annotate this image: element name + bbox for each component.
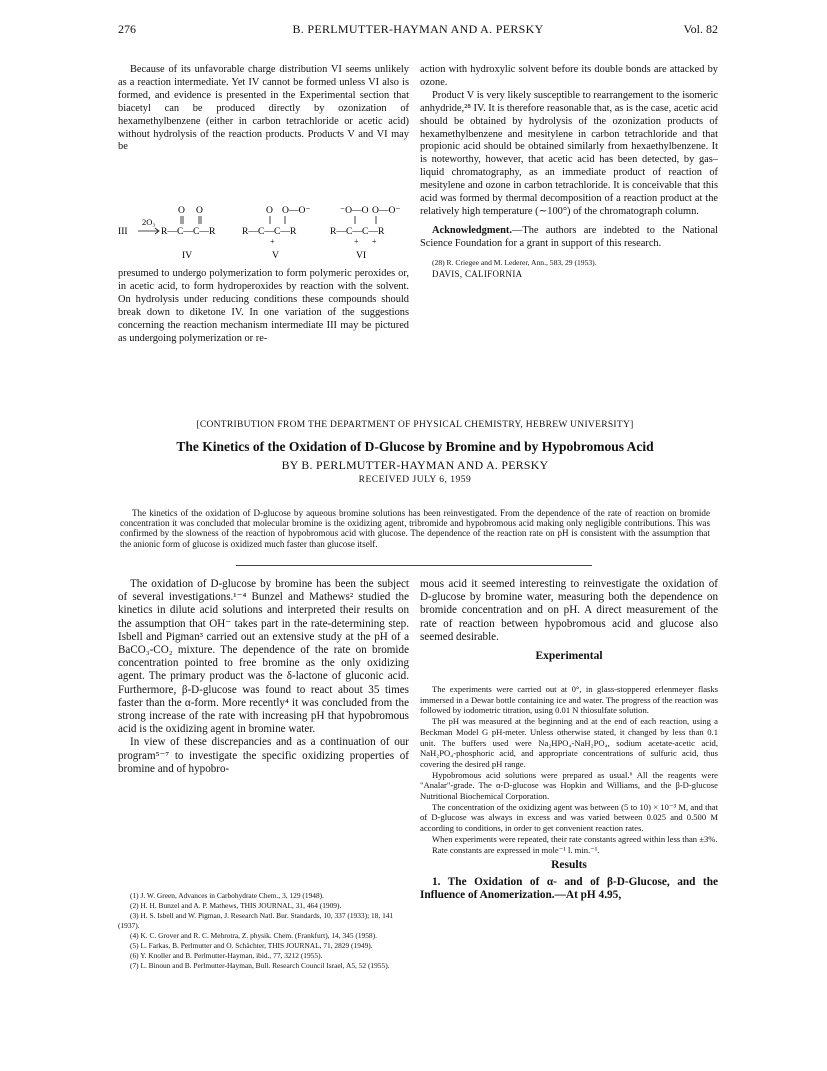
svg-text:+: + (270, 237, 275, 246)
paragraph: The experiments were carried out at 0°, in glass-stoppered erlenmeyer flasks immersed in a Dewar bottle containing ice and water. The progress of the reaction was followed by iodometric titration, using 0.01 N thiosulfate solution. (420, 684, 718, 716)
paragraph: mous acid it seemed interesting to reinvestigate the oxidation of D-glucose by bromine water, measuring both the dependence on bromide concentration and on pH. A direct measurement of the rate of reaction between hypobromous acid and glucose also seemed desirable. (420, 578, 718, 643)
footnote: (1) J. W. Green, Advances in Carbohydrate Chem., 3, 129 (1948). (130, 891, 324, 900)
reaction-scheme-drawing (118, 204, 409, 262)
footnote: (6) Y. Knoller and B. Perlmutter-Hayman, ibid., 77, 3212 (1955). (130, 951, 323, 960)
received-date: RECEIVED JULY 6, 1959 (358, 475, 472, 485)
experimental-text (420, 684, 718, 902)
acknowledgment (420, 225, 718, 251)
paragraph: The oxidation of D-glucose by bromine has been the subject of several investigations.¹⁻⁴ Bunzel and Mathews² studied the kinetics in dilute acid solutions and interpreted their results on the assumption that OH⁻ takes part in the rate-determining step. Isbell and Pigman³ carried out an extensive study at the pH of a BaCO₃-CO₂ mixture. The dependence of the rate on bromide concentration pointed to free bromine as the only oxidizing agent. The primary product was the δ-lactone of gluconic acid. Furthermore, β-D-glucose was found to react about 35 times faster than the α-form. More recently⁴ it was concluded from the strong increase of the rate with increasing pH that hypobromous acid is the oxidizing agent in bromine water. (118, 578, 409, 736)
running-title: B. PERLMUTTER-HAYMAN AND A. PERSKY (292, 22, 544, 36)
acknowledgment-body: —The authors are indebted to the National Science Foundation for a grant in support of this research. (420, 224, 718, 249)
results-subheading: 1. The Oxidation of α- and of β-D-Glucose, and the Influence of Anomerization.—At pH 4.95, (420, 876, 718, 902)
svg-text:O: O (196, 205, 203, 216)
article-authors: BY B. PERLMUTTER-HAYMAN AND A. PERSKY (281, 458, 549, 472)
paragraph: The pH was measured at the beginning and at the end of each reaction, using a Beckman Model G pH-meter. Unless otherwise stated, it changed by less than 0.1 unit. The buffers used were Na₂HPO₄-NaH₂PO₄, sodium acetate-acetic acid, NaH₂PO₄-phosphoric acid, and appropriate concentrations of sulfuric acid, thus covering the desired pH range. (420, 716, 718, 769)
footnote: (3) H. S. Isbell and W. Pigman, J. Research Natl. Bur. Standards, 10, 337 (1933); 18, 141 (1937). (118, 911, 394, 930)
bottom-right-column (420, 578, 718, 663)
running-header (118, 22, 718, 38)
paragraph: When experiments were repeated, their rate constants agreed within less than ±3%. (432, 833, 718, 844)
footnote: (2) H. H. Bunzel and A. P. Mathews, THIS JOURNAL, 31, 464 (1909). (130, 901, 342, 910)
volume-number: Vol. 82 (683, 22, 718, 36)
paragraph: In view of these discrepancies and as a continuation of our program⁵⁻⁷ to investigate the specific oxidizing properties of bromine and of hypobro- (118, 736, 409, 775)
svg-text:IV: IV (182, 250, 193, 261)
divider (236, 565, 592, 566)
svg-text:O—O⁻: O—O⁻ (372, 205, 401, 216)
svg-text:2O₃: 2O₃ (142, 217, 156, 227)
svg-text:R—C—C—R: R—C—C—R (161, 226, 216, 237)
svg-text:O: O (266, 205, 273, 216)
section-heading-experimental: Experimental (535, 650, 603, 663)
footnotes (118, 891, 409, 971)
svg-text:⁻O—O: ⁻O—O (340, 205, 369, 216)
paragraph: Because of its unfavorable charge distribution VI seems unlikely as a reaction intermediate. Yet IV cannot be formed unless VI also is formed, and evidence is presented in the Experimental section that biacetyl can be produced directly by ozonization of hexamethylbenzene (either in carbon tetrachloride or acetic acid) without hydrolysis of the reaction products. Products V and VI may be (118, 64, 409, 153)
top-right-column (420, 64, 718, 280)
svg-text:+: + (354, 237, 359, 246)
footnote: (4) K. C. Grover and R. C. Mehrotra, Z. physik. Chem. (Frankfurt), 14, 345 (1958). (130, 931, 377, 940)
article-title: The Kinetics of the Oxidation of D-Glucose by Bromine and by Hypobromous Acid (176, 439, 654, 454)
top-left-column (118, 64, 409, 154)
paragraph: action with hydroxylic solvent before its double bonds are attacked by ozone. (420, 64, 718, 88)
footnote: (28) R. Criegee and M. Lederer, Ann., 583, 29 (1953). (432, 257, 597, 267)
page-number: 276 (118, 22, 136, 36)
paragraph: Rate constants are expressed in mole⁻¹ l. min.⁻¹. (432, 844, 600, 855)
top-left-column-cont (118, 268, 409, 345)
svg-text:+: + (372, 237, 377, 246)
paragraph: Product V is very likely susceptible to rearrangement to the isomeric anhydride,²⁸ IV. It is therefore reasonable that, as is the case, acetic acid should be obtained by hydrolysis of the ozonization products of hexamethylbenzene and mesitylene in carbon tetrachloride and that propionic acid should be obtained similarly from hexaethylbenzene. It is noteworthy, however, that acetic acid has been detected, by gas–liquid chromatography, as an immediate product of reaction of mesitylene and ozone in carbon tetrachloride. It is conceivable that this acid was formed by thermal decomposition of a reaction product at the relatively high temperature (∼100°) of the chromatograph column. (420, 89, 718, 217)
svg-text:VI: VI (356, 250, 367, 261)
svg-text:R—C—C—R: R—C—C—R (330, 226, 385, 237)
section-heading-results: Results (551, 859, 587, 872)
svg-text:R—C—C—R: R—C—C—R (242, 226, 297, 237)
paragraph: The concentration of the oxidizing agent was between (5 to 10) × 10⁻³ M, and that of D-glucose was always in excess and was varied between 0.025 and 0.500 M according to conditions, in order to get convenient reaction rates. (420, 801, 718, 834)
paragraph: presumed to undergo polymerization to form polymeric peroxides or, in acetic acid, to form hydroperoxides by reaction with the solvent. On hydrolysis under reducing conditions these compounds should break down to diketone IV. In one variation of the suggestions concerning the reaction mechanism intermediate III may be pictured as undergoing polymerization or re- (118, 268, 409, 344)
bottom-left-column (118, 578, 409, 776)
place: DAVIS, CALIFORNIA (432, 268, 523, 279)
reaction-scheme (118, 204, 409, 260)
svg-text:O—O⁻: O—O⁻ (282, 205, 311, 216)
contribution-line: [CONTRIBUTION FROM THE DEPARTMENT OF PHYSICAL CHEMISTRY, HEBREW UNIVERSITY] (196, 420, 634, 430)
abstract: The kinetics of the oxidation of D-glucose by aqueous bromine solutions has been reinvestigated. From the dependence of the rate of reaction on bromide concentration it was concluded that molecular bromine is the oxidizing agent, tribromide and hypobromous acid making only negligible contributions. This was confirmed by the slowness of the reaction of hypobromous acid with glucose. The dependence of the reaction rate on pH is consistent with the assumption that the anionic form of glucose is oxidized much faster than glucose itself. (120, 508, 710, 549)
svg-text:V: V (272, 250, 279, 261)
acknowledgment-heading: Acknowledgment. (432, 224, 512, 236)
paragraph: Hypobromous acid solutions were prepared as usual.⁶ All the reagents were "Analar"-grade. The α-D-glucose was Hopkin and Williams, and the β-D-glucose Nutritional Biochemical Corporation. (420, 769, 718, 802)
svg-text:III: III (118, 226, 128, 237)
footnote: (7) L. Binoun and B. Perlmutter-Hayman, Bull. Research Council Israel, A5, 52 (1955). (130, 961, 390, 970)
svg-text:O: O (178, 205, 185, 216)
footnote: (5) L. Farkas, B. Perlmutter and O. Schächter, THIS JOURNAL, 71, 2829 (1949). (130, 941, 373, 950)
